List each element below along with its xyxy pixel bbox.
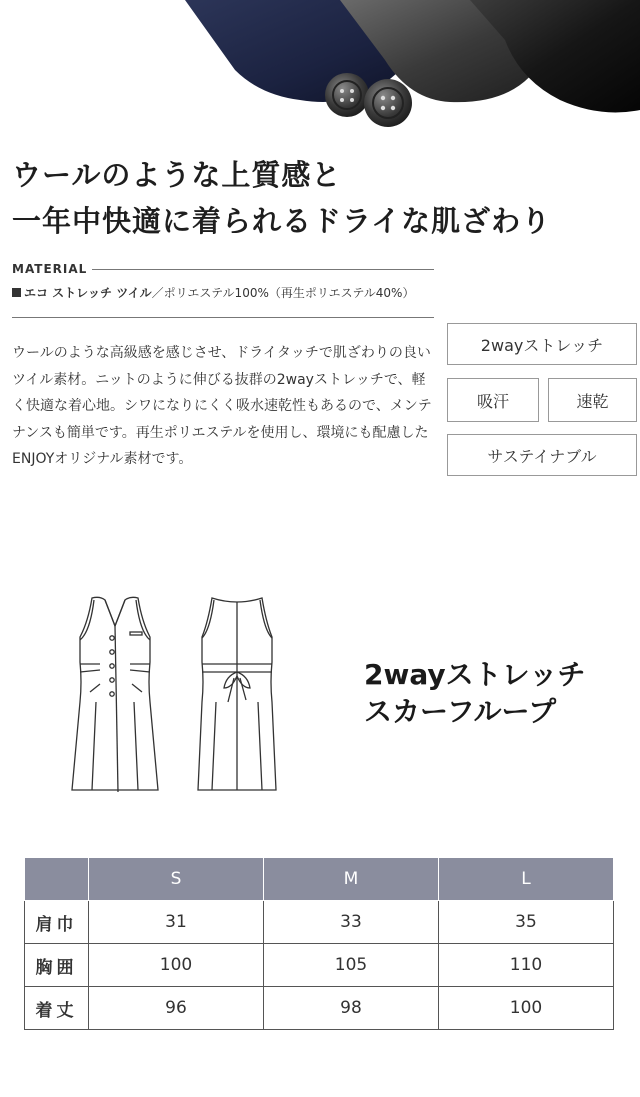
table-cell: 31	[89, 901, 264, 944]
material-composition	[12, 285, 414, 301]
material-heading	[12, 262, 434, 276]
badge-sweat-absorbing: 吸汗	[447, 378, 539, 422]
size-header-row	[25, 858, 614, 901]
table-row	[25, 944, 614, 987]
row-label-bust: 胸囲	[25, 944, 89, 987]
table-cell: 96	[89, 987, 264, 1030]
badge-2way-stretch: 2wayストレッチ	[447, 323, 637, 365]
divider	[92, 269, 434, 270]
fabric-description: ウールのような高級感を感じさせ、ドライタッチで肌ざわりの良いツイル素材。ニットのように伸びる抜群の2wayストレッチで、軽く快適な着心地。シワになりにくく吸水速乾性もあるので、メンテナンスも簡単です。再生ポリエステルを使用し、環境にも配慮したENJOYオリジナル素材です。	[12, 345, 432, 467]
size-header-corner	[25, 858, 89, 901]
fabric-hero-image	[0, 0, 640, 135]
table-cell: 100	[89, 944, 264, 987]
square-bullet-icon	[12, 288, 21, 297]
headline-line-2: 一年中快適に着られるドライな肌ざわり	[12, 204, 552, 238]
feature-stretch: 2wayストレッチ	[364, 658, 586, 691]
button-icon	[325, 73, 369, 117]
divider	[12, 317, 434, 318]
headline	[12, 152, 632, 244]
size-table	[24, 857, 614, 1030]
garment-front-sketch	[70, 592, 160, 801]
badge-sustainable: サステイナブル	[447, 434, 637, 476]
size-header-s: S	[89, 858, 264, 901]
row-label-shoulder: 肩巾	[25, 901, 89, 944]
headline-line-1: ウールのような上質感と	[12, 158, 342, 192]
fabric-name: エコ ストレッチ ツイル	[24, 286, 152, 300]
feature-scarf-loop: スカーフループ	[364, 695, 557, 728]
table-cell: 110	[439, 944, 614, 987]
material-title: MATERIAL	[12, 262, 88, 276]
size-header-l: L	[439, 858, 614, 901]
table-cell: 98	[264, 987, 439, 1030]
table-cell: 33	[264, 901, 439, 944]
row-label-length: 着丈	[25, 987, 89, 1030]
badge-quick-dry: 速乾	[548, 378, 637, 422]
fabric-composition: ／ポリエステル100%（再生ポリエステル40%）	[151, 286, 415, 300]
garment-back-sketch	[196, 592, 278, 801]
table-cell: 35	[439, 901, 614, 944]
size-header-m: M	[264, 858, 439, 901]
table-cell: 100	[439, 987, 614, 1030]
feature-callouts	[364, 656, 585, 730]
table-row	[25, 901, 614, 944]
table-cell: 105	[264, 944, 439, 987]
button-icon	[364, 79, 412, 127]
table-row	[25, 987, 614, 1030]
